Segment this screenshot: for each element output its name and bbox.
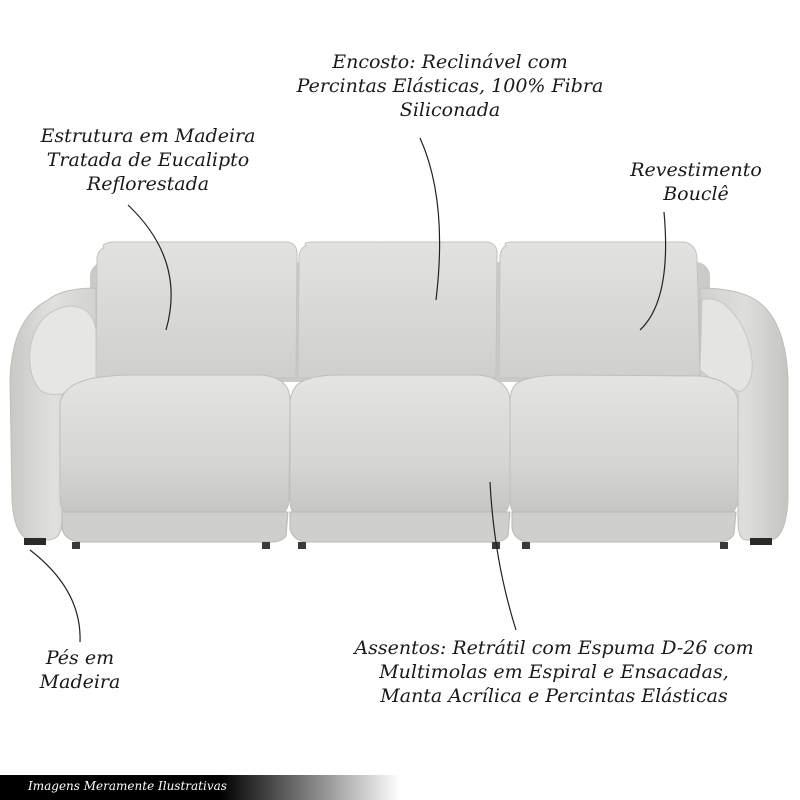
leader-pes: [30, 550, 80, 642]
callout-assentos: [336, 636, 772, 708]
seat-base-right: [512, 512, 736, 542]
callout-estrutura-line-3: Reflorestada: [86, 173, 210, 195]
foot-6: [720, 542, 728, 549]
seat-cushion-center: [290, 375, 510, 518]
seat-cushion-right: [510, 375, 738, 518]
seat-base-left: [62, 512, 288, 542]
callout-estrutura-line-2: Tratada de Eucalipto: [46, 149, 250, 171]
back-cushion-center: [298, 242, 497, 378]
callout-encosto: [282, 50, 618, 122]
foot-1: [72, 542, 80, 549]
callout-encosto-line-1: Encosto: Reclinável com: [332, 51, 568, 73]
callout-pes-line-2: Madeira: [39, 671, 121, 693]
foot-left: [24, 538, 46, 545]
callout-encosto-line-3: Siliconada: [399, 99, 501, 121]
foot-right: [750, 538, 772, 545]
seat-base-center: [290, 512, 510, 542]
callout-estrutura-line-1: Estrutura em Madeira: [40, 125, 256, 147]
foot-5: [522, 542, 530, 549]
callout-pes-line-1: Pés em: [45, 647, 115, 669]
callout-pes: [30, 646, 130, 694]
seat-cushion-left: [60, 375, 290, 518]
callout-assentos-line-1: Assentos: Retrátil com Espuma D-26 com: [354, 637, 754, 659]
callout-revestimento-line-1: Revestimento: [630, 159, 762, 181]
callout-revestimento: [610, 158, 782, 206]
back-cushion-left: [96, 242, 297, 378]
foot-3: [298, 542, 306, 549]
back-cushion-right: [499, 242, 700, 378]
footer-disclaimer: Imagens Meramente Ilustrativas: [28, 779, 227, 793]
callout-estrutura: [30, 124, 266, 196]
callout-assentos-line-2: Multimolas em Espiral e Ensacadas,: [379, 661, 729, 683]
foot-2: [262, 542, 270, 549]
callout-revestimento-line-2: Bouclê: [663, 183, 729, 205]
callout-encosto-line-2: Percintas Elásticas, 100% Fibra: [296, 75, 604, 97]
footer-banner: [0, 775, 400, 800]
callout-assentos-line-3: Manta Acrílica e Percintas Elásticas: [380, 685, 728, 707]
